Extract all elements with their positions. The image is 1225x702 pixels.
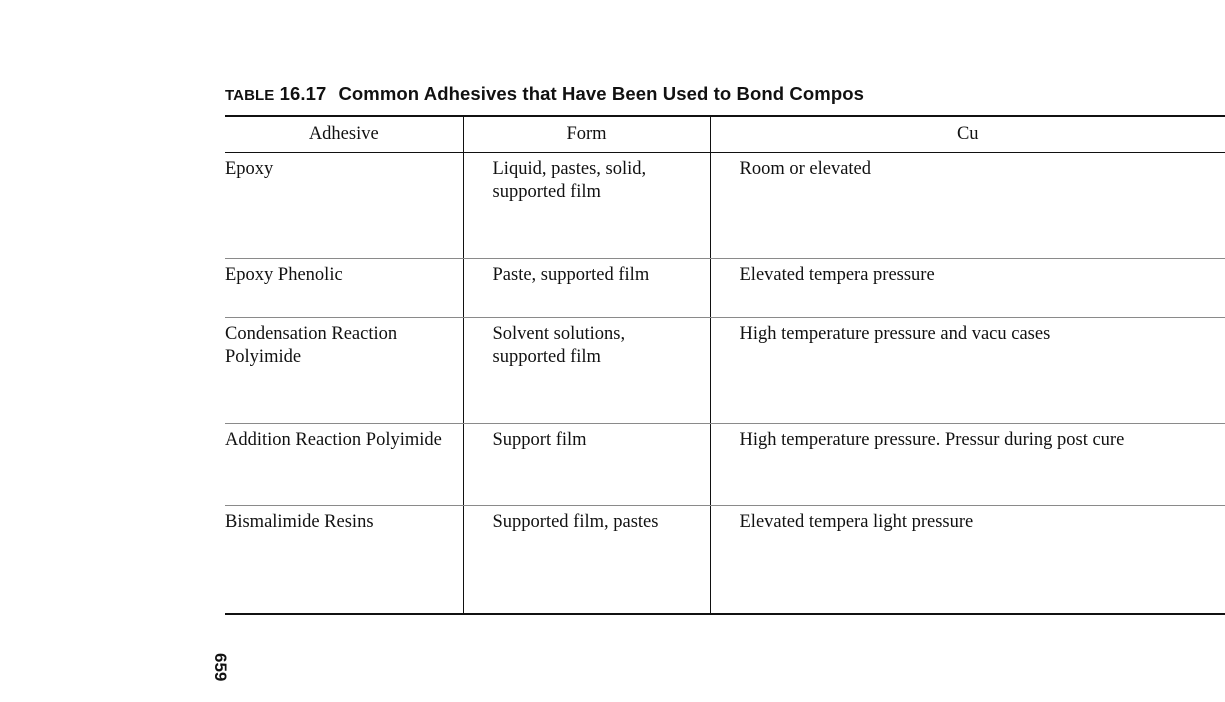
form-cell: Support film bbox=[463, 424, 710, 506]
cure-cell: High temperature pressure and vacu cases bbox=[710, 318, 1225, 424]
table-row bbox=[225, 153, 1225, 259]
page-number: 659 bbox=[211, 653, 230, 682]
table-caption bbox=[225, 83, 864, 107]
cure-cell: Elevated tempera pressure bbox=[710, 259, 1225, 318]
column-header-adhesive: Adhesive bbox=[225, 116, 463, 153]
form-cell: Supported film, pastes bbox=[463, 506, 710, 615]
cure-cell: Room or elevated bbox=[710, 153, 1225, 259]
table-title: Common Adhesives that Have Been Used to Bond Compos bbox=[338, 83, 865, 104]
adhesives-table bbox=[225, 115, 1225, 615]
table-header-row bbox=[225, 116, 1225, 153]
adhesive-cell: Bismalimide Resins bbox=[225, 506, 463, 615]
adhesive-cell: Addition Reaction Polyimide bbox=[225, 424, 463, 506]
table-row bbox=[225, 318, 1225, 424]
column-header-form: Form bbox=[463, 116, 710, 153]
form-cell: Liquid, pastes, solid, supported film bbox=[463, 153, 710, 259]
form-cell: Solvent solutions, supported film bbox=[463, 318, 710, 424]
adhesive-cell: Epoxy Phenolic bbox=[225, 259, 463, 318]
adhesive-cell: Epoxy bbox=[225, 153, 463, 259]
form-cell: Paste, supported film bbox=[463, 259, 710, 318]
table-row bbox=[225, 424, 1225, 506]
adhesive-cell: Condensation Reaction Polyimide bbox=[225, 318, 463, 424]
table-row bbox=[225, 259, 1225, 318]
table-row bbox=[225, 506, 1225, 615]
cure-cell: Elevated tempera light pressure bbox=[710, 506, 1225, 615]
table-number: 16.17 bbox=[279, 83, 327, 104]
column-header-cure: Cu bbox=[710, 116, 1225, 153]
cure-cell: High temperature pressure. Pressur during post cure bbox=[710, 424, 1225, 506]
table-label: TABLE bbox=[225, 87, 275, 104]
